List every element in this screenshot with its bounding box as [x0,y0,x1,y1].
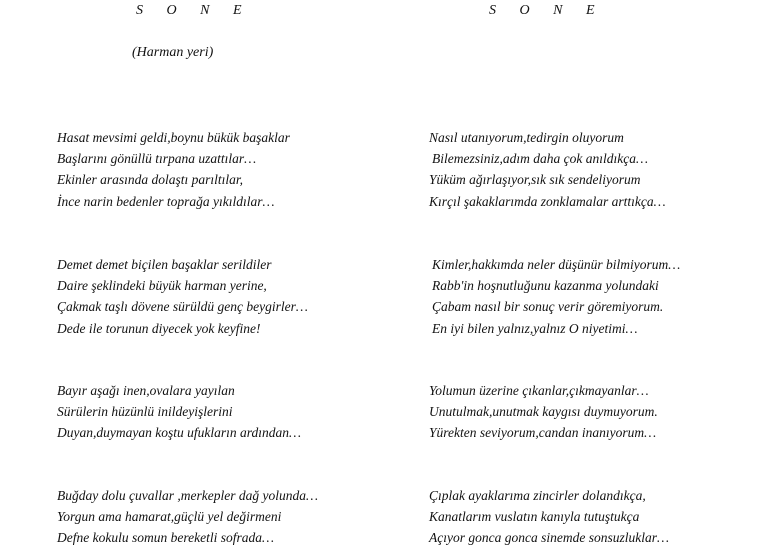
verse-line: Bilemezsiniz,adım daha çok anıldıkça… [432,151,648,167]
poem-subtitle: (Harman yeri) [132,45,214,60]
stanza [57,127,290,212]
stanza [429,127,666,212]
verse-line: En iyi bilen yalnız,yalnız O niyetimi… [432,320,638,336]
stanza [57,254,308,339]
verse-line: Yorgun ama hamarat,güçlü yel değirmeni [57,509,282,525]
stanza [429,380,658,444]
verse-line: Sürülerin hüzünlü inildeyişlerini [57,404,233,420]
verse-line: Unutulmak,unutmak kaygısı duymuyorum. [429,404,658,420]
stanza [429,485,669,549]
verse-line: Açıyor gonca gonca sinemde sonsuzluklar… [429,530,669,546]
verse-line: Rabb'in hoşnutluğunu kazanma yolundaki [432,278,659,294]
verse-line: Nasıl utanıyorum,tedirgin oluyorum [429,130,624,145]
verse-line: Kırçıl şakaklarımda zonklamalar arttıkça… [429,193,666,209]
verse-line: Yürekten seviyorum,candan inanıyorum… [429,425,657,441]
stanza [57,380,301,444]
verse-line: Yolumun üzerine çıkanlar,çıkmayanlar… [429,383,649,398]
verse-line: Buğday dolu çuvallar ,merkepler dağ yolunda… [57,488,318,503]
verse-line: Defne kokulu somun bereketli sofrada… [57,530,274,546]
verse-line: Hasat mevsimi geldi,boynu bükük başaklar [57,130,290,145]
verse-line: Demet demet biçilen başaklar serildiler [57,257,272,272]
verse-line: Kimler,hakkımda neler düşünür bilmiyorum… [432,257,681,272]
poem-title: S O N E [489,3,605,18]
verse-line: Dede ile torunun diyecek yok keyfine! [57,320,261,336]
verse-line: Çakmak taşlı dövene sürüldü genç beygirler… [57,299,308,315]
verse-line: Çıplak ayaklarıma zincirler dolandıkça, [429,488,646,503]
verse-line: Yüküm ağırlaşıyor,sık sık sendeliyorum [429,172,641,188]
verse-line: Çabam nasıl bir sonuç verir göremiyorum. [432,299,664,315]
poem-title: S O N E [136,3,252,18]
stanza [429,254,680,339]
verse-line: Bayır aşağı inen,ovalara yayılan [57,383,235,398]
stanza [57,485,318,549]
verse-line: İnce narin bedenler toprağa yıkıldılar… [57,193,275,209]
verse-line: Başlarını gönüllü tırpana uzattılar… [57,151,257,167]
verse-line: Duyan,duymayan koştu ufukların ardından… [57,425,301,441]
verse-line: Daire şeklindeki büyük harman yerine, [57,278,267,294]
verse-line: Ekinler arasında dolaştı parıltılar, [57,172,244,188]
verse-line: Kanatlarım vuslatın kanıyla tutuştukça [429,509,640,525]
